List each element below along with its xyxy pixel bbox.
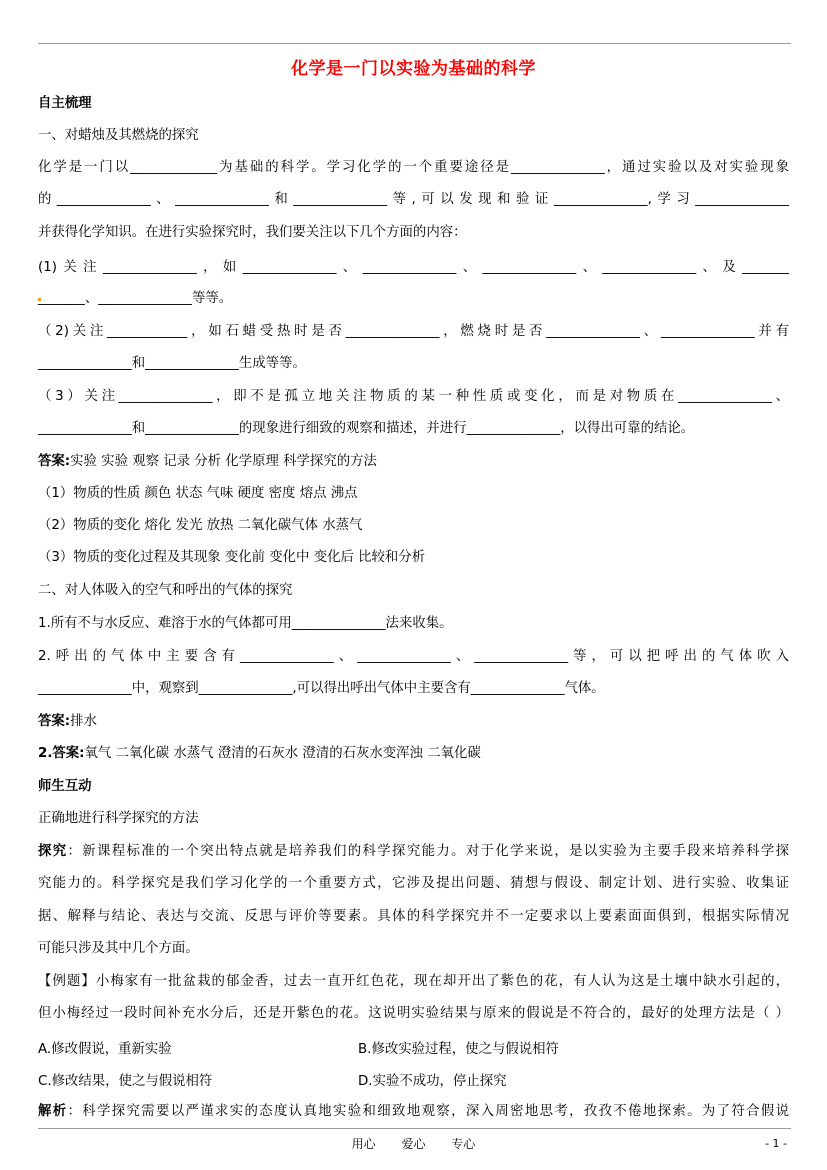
subheading-method: 正确地进行科学探究的方法 bbox=[38, 811, 199, 826]
option-a: A.修改假说，重新实验 bbox=[38, 1042, 172, 1057]
paragraph-line: 的______________、______________和______________等,可以发现和验证______________,学习______________ bbox=[38, 192, 789, 207]
example-line: 【例题】小梅家有一批盆栽的郁金香，过去一直开红色花，现在却开出了紫色的花，有人认为这是土壤中缺水引起的， bbox=[38, 974, 789, 989]
page-number: - 1 - bbox=[765, 1137, 787, 1150]
paragraph-line: 可能只涉及其中几个方面。 bbox=[38, 941, 199, 956]
answer-line: 答案:排水 bbox=[38, 714, 97, 729]
option-d: D.实验不成功，停止探究 bbox=[358, 1074, 507, 1089]
document-title: 化学是一门以实验为基础的科学 bbox=[291, 59, 536, 79]
answer-line: 答案:实验 实验 观察 记录 分析 化学原理 科学探究的方法 bbox=[38, 454, 377, 469]
paragraph-line: 探究：新课程标准的一个突出特点就是培养我们的科学探究能力。对于化学来说，是以实验为主要手段来培养科学探 bbox=[38, 844, 790, 859]
heading-interaction: 师生互动 bbox=[38, 779, 92, 794]
answer-line: 2.答案:氧气 二氧化碳 水蒸气 澄清的石灰水 澄清的石灰水变浑浊 二氧化碳 bbox=[38, 746, 481, 761]
paragraph-line: （2)关注____________，如石蜡受热时是否______________，燃烧时是否______________、______________并有 bbox=[38, 324, 789, 339]
paragraph-line: 化学是一门以_____________为基础的科学。学习化学的一个重要途径是______________，通过实验以及对实验现象 bbox=[38, 160, 789, 175]
analysis-line: 解析：科学探究需要以严谨求实的态度认真地实验和细致地观察，深入周密地思考，孜孜不倦地探索。为了符合假说 bbox=[38, 1104, 790, 1119]
section-heading-candle: 一、对蜡烛及其燃烧的探究 bbox=[38, 128, 199, 143]
paragraph-line: _______、______________等等。 bbox=[38, 291, 233, 306]
section-heading-breath: 二、对人体吸入的空气和呼出的气体的探究 bbox=[38, 583, 293, 598]
paragraph-line: ______________中，观察到______________,可以得出呼出气体中主要含有______________气体。 bbox=[38, 681, 605, 696]
answer-item: （2）物质的变化 熔化 发光 放热 二氧化碳气体 水蒸气 bbox=[38, 518, 363, 533]
header-rule bbox=[38, 43, 791, 44]
option-c: C.修改结果，使之与假说相符 bbox=[38, 1074, 213, 1089]
paragraph-line: 2.呼出的气体中主要含有______________、______________、______________等，可以把呼出的气体吹入 bbox=[38, 649, 789, 664]
example-line: 但小梅经过一段时间补充水分后，还是开紫色的花。这说明实验结果与原来的假说是不符合的，最好的处理方法是（ ） bbox=[38, 1006, 789, 1021]
heading-self-review: 自主梳理 bbox=[38, 96, 92, 111]
paragraph-line: 究能力的。科学探究是我们学习化学的一个重要方式，它涉及提出问题、猜想与假设、制定计划、进行实验、收集证 bbox=[38, 876, 789, 891]
paragraph-line: ______________和______________生成等等。 bbox=[38, 356, 306, 371]
paragraph-line: (1)关注______________，如______________、______________、______________、______________、及_______ bbox=[38, 260, 789, 275]
answer-item: （1）物质的性质 颜色 状态 气味 硬度 密度 熔点 沸点 bbox=[38, 486, 358, 501]
paragraph-line: 并获得化学知识。在进行实验探究时，我们要关注以下几个方面的内容： bbox=[38, 225, 467, 240]
paragraph-line: （3）关注______________，即不是孤立地关注物质的某一种性质或变化，而是对物质在______________、 bbox=[38, 389, 789, 404]
footer-motto: 用心 爱心 专心 bbox=[351, 1137, 476, 1151]
option-b: B.修改实验过程，使之与假说相符 bbox=[358, 1042, 559, 1057]
footer-rule bbox=[38, 1128, 791, 1129]
paragraph-line: 据、解释与结论、表达与交流、反思与评价等要素。具体的科学探究并不一定要求以上要素面面俱到，根据实际情况 bbox=[38, 909, 789, 924]
paragraph-line: ______________和______________的现象进行细致的观察和描述，并进行______________，以得出可靠的结论。 bbox=[38, 421, 695, 436]
paragraph-line: 1.所有不与水反应、难溶于水的气体都可用______________法来收集。 bbox=[38, 616, 453, 631]
answer-item: （3）物质的变化过程及其现象 变化前 变化中 变化后 比较和分析 bbox=[38, 550, 426, 565]
